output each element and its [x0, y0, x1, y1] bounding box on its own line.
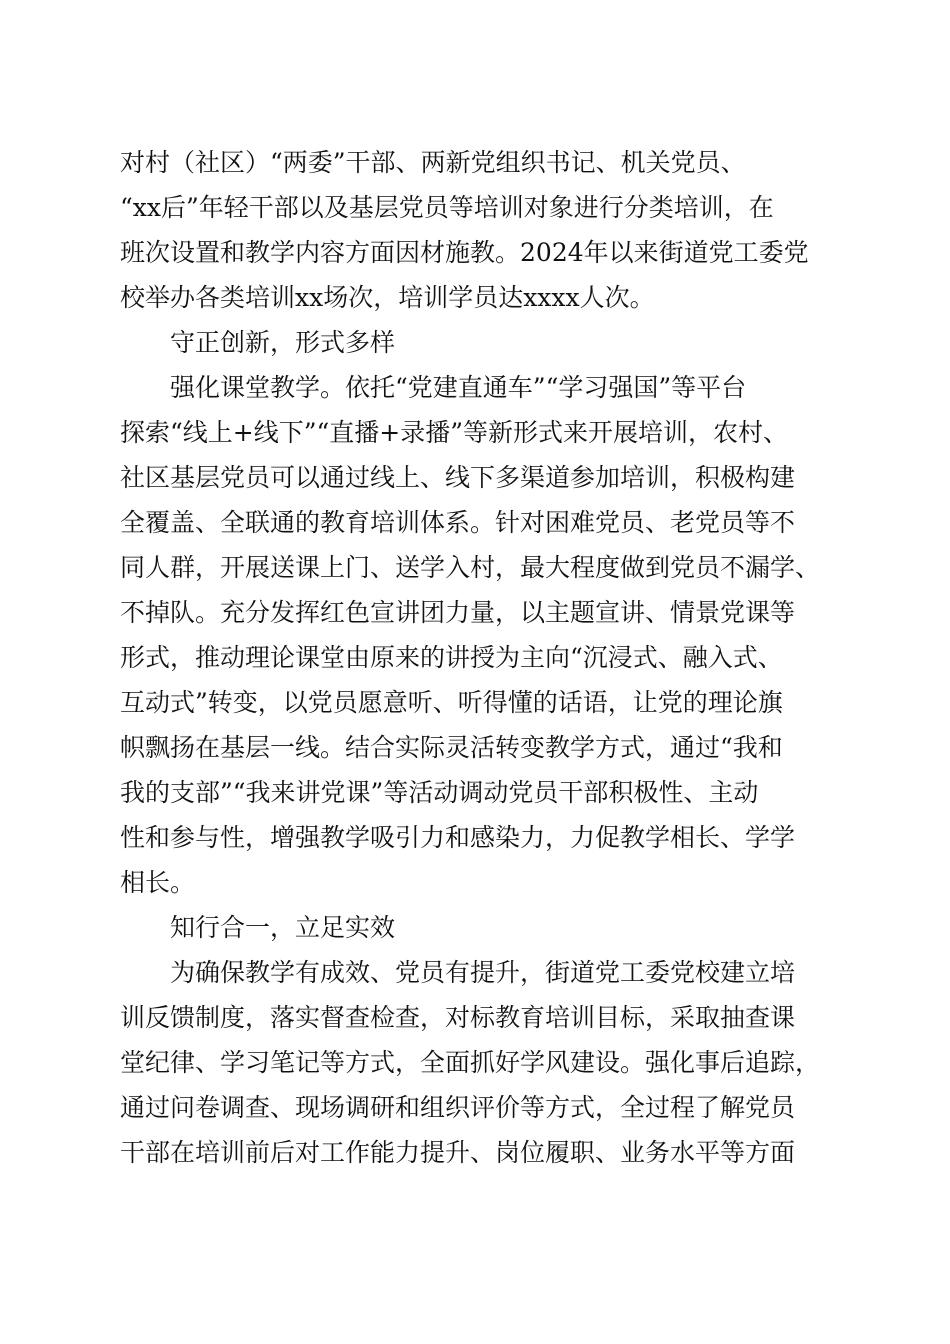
- body-text-line: 我的支部”“我来讲党课”等活动调动党员干部积极性、主动: [120, 778, 759, 807]
- body-text-line: 形式，推动理论课堂由原来的讲授为主向“沉浸式、融入式、: [120, 643, 783, 672]
- body-text-line: 班次设置和教学内容方面因材施教。2024年以来街道党工委党: [120, 238, 809, 267]
- body-text-line: 通过问卷调查、现场调研和组织评价等方式，全过程了解党员: [120, 1093, 796, 1122]
- body-text-line: “xx后”年轻干部以及基层党员等培训对象进行分类培训，在: [120, 193, 774, 222]
- body-text-line: 对村（社区）“两委”干部、两新党组织书记、机关党员、: [120, 148, 746, 177]
- body-text-line: 探索“线上+线下”“直播+录播”等新形式来开展培训，农村、: [120, 418, 789, 447]
- section-heading: 守正创新，形式多样: [170, 328, 396, 357]
- body-text-line: 同人群，开展送课上门、送学入村，最大程度做到党员不漏学、: [120, 553, 821, 582]
- body-text-line: 相长。: [120, 868, 196, 897]
- body-text-line: 校举办各类培训xx场次，培训学员达xxxx人次。: [120, 283, 655, 312]
- body-text-line: 干部在培训前后对工作能力提升、岗位履职、业务水平等方面: [120, 1138, 796, 1167]
- body-text-line: 堂纪律、学习笔记等方式，全面抓好学风建设。强化事后追踪，: [120, 1048, 821, 1077]
- body-text-line: 训反馈制度，落实督查检查，对标教育培训目标，采取抽查课: [120, 1003, 796, 1032]
- body-text-line: 不掉队。充分发挥红色宣讲团力量，以主题宣讲、情景党课等: [120, 598, 796, 627]
- body-text-line: 全覆盖、全联通的教育培训体系。针对困难党员、老党员等不: [120, 508, 796, 537]
- body-text-line: 社区基层党员可以通过线上、线下多渠道参加培训，积极构建: [120, 463, 796, 492]
- section-heading: 知行合一，立足实效: [170, 913, 396, 942]
- body-text-line: 为确保教学有成效、党员有提升，街道党工委党校建立培: [170, 958, 796, 987]
- body-text-line: 互动式”转变，以党员愿意听、听得懂的话语，让党的理论旗: [120, 688, 783, 717]
- body-text-line: 强化课堂教学。依托“党建直通车”“学习强国”等平台: [170, 373, 747, 402]
- body-text-line: 性和参与性，增强教学吸引力和感染力，力促教学相长、学学: [120, 823, 796, 852]
- body-text-line: 帜飘扬在基层一线。结合实际灵活转变教学方式，通过“我和: [120, 733, 783, 762]
